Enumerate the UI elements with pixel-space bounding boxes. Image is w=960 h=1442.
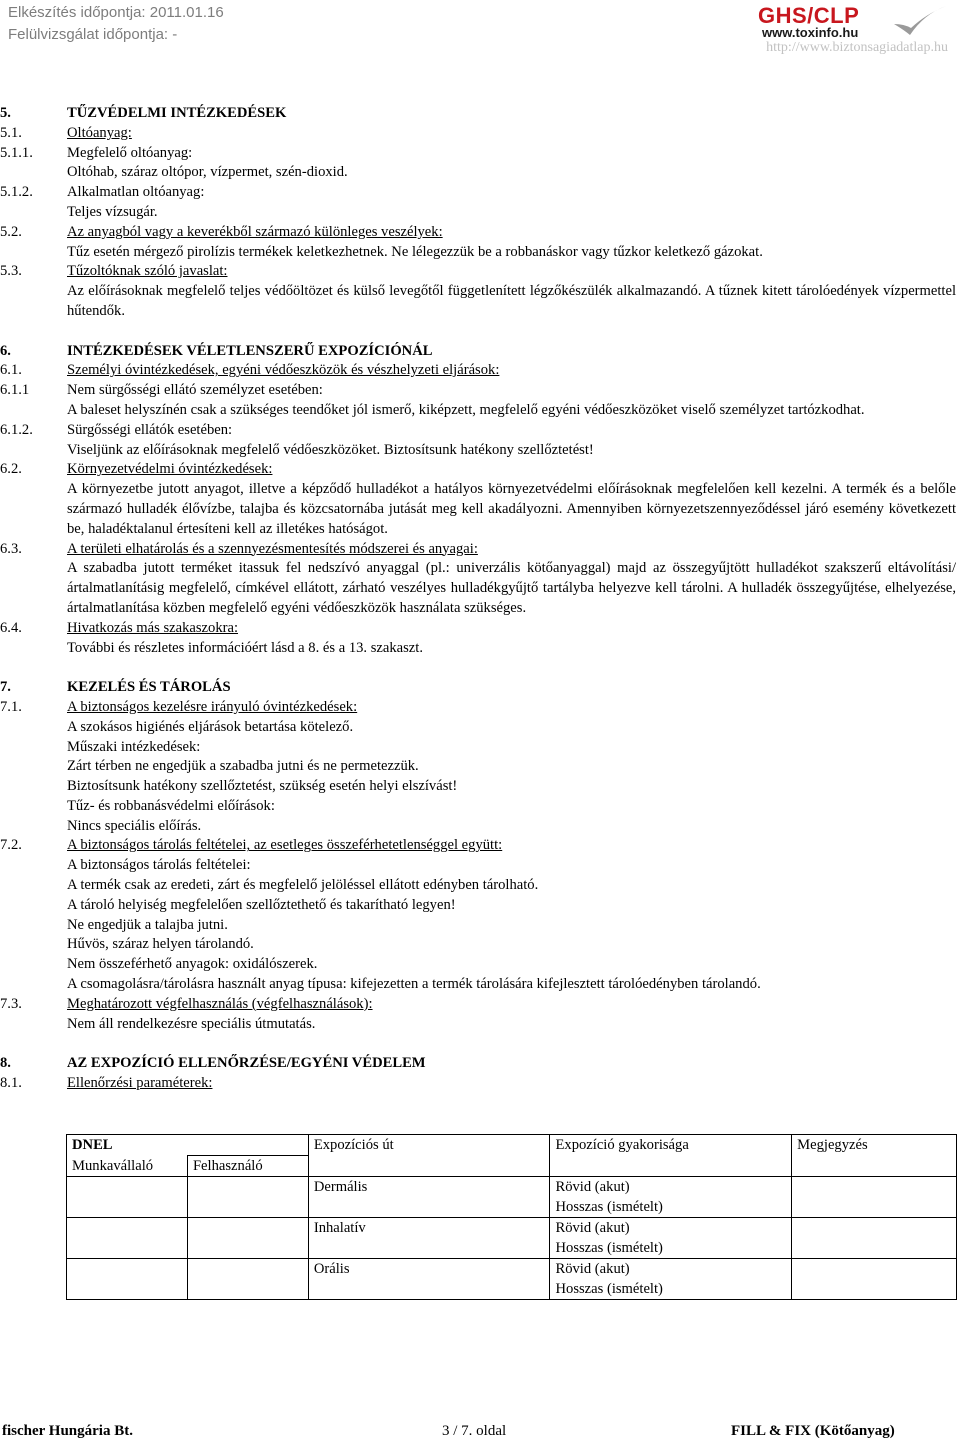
document-line [0, 480, 960, 539]
section-heading [0, 104, 960, 124]
document-line [0, 955, 960, 975]
section-number: 6.4. [0, 619, 22, 636]
line-text: Zárt térben ne engedjük a szabadba jutni és ne permetezzük. [67, 758, 419, 775]
document-line [0, 639, 960, 659]
line-text: Oltóhab, száraz oltópor, vízpermet, szén-dioxid. [67, 164, 348, 181]
frequency-long: Hosszas (ismételt) [555, 1281, 663, 1297]
document-line [0, 183, 960, 203]
frequency-cell [550, 1259, 792, 1300]
document-line [0, 738, 960, 758]
document-line [0, 817, 960, 837]
line-text: A szokásos higiénés eljárások betartása kötelező. [67, 718, 354, 735]
line-text: Nem sürgősségi ellátó személyzet esetében: [67, 382, 323, 399]
section-title: AZ EXPOZÍCIÓ ELLENŐRZÉSE/EGYÉNI VÉDELEM [67, 1055, 426, 1072]
route-cell: Dermális [308, 1177, 550, 1218]
table-cell [67, 1177, 188, 1218]
section-number: 5.3. [0, 263, 22, 280]
document-line [0, 876, 960, 896]
table-cell [187, 1177, 308, 1218]
document-line [0, 797, 960, 817]
document-line [0, 1074, 960, 1094]
document-line [0, 935, 960, 955]
document-line [0, 361, 960, 381]
subsection-title: Oltóanyag: [67, 124, 132, 141]
document-line [0, 777, 960, 797]
line-text: Viseljünk az előírásoknak megfelelő védőeszközöket. Biztosítsunk hatékony szellőztetést! [67, 441, 594, 458]
frequency-short: Rövid (akut) [555, 1220, 630, 1236]
dnel-header-cell [67, 1135, 309, 1156]
route-header-cell: Expozíciós út [308, 1135, 550, 1177]
line-text: Megfelelő oltóanyag: [67, 144, 193, 161]
footer-product: FILL & FIX (Kötőanyag) [731, 1423, 895, 1439]
line-text: Teljes vízsugár. [67, 203, 158, 220]
footer-page-number: 3 / 7. oldal [442, 1423, 507, 1439]
document-line [0, 460, 960, 480]
subsection-title: A területi elhatárolás és a szennyezésmentesítés módszerei és anyagai: [67, 540, 478, 557]
section-number: 6. [0, 342, 11, 359]
subsection-title: Hivatkozás más szakaszokra: [67, 619, 239, 636]
revised-date: Felülvizsgálat időpontja: - [8, 26, 178, 43]
line-text: Nincs speciális előírás. [67, 817, 202, 834]
frequency-long: Hosszas (ismételt) [555, 1240, 663, 1256]
frequency-short: Rövid (akut) [555, 1261, 630, 1277]
document-line [0, 144, 960, 164]
subsection-title: Tűzoltóknak szóló javaslat: [67, 263, 228, 280]
line-text: A csomagolásra/tárolásra használt anyag típusa: kifejezetten a termék tárolására kifejlesztett tárolóedényben tárolandó. [67, 976, 761, 993]
section-number: 7.1. [0, 698, 22, 715]
table-row [67, 1259, 957, 1300]
table-row [67, 1177, 957, 1218]
line-text: Biztosítsunk hatékony szellőztetést, szükség esetén helyi elszívást! [67, 778, 458, 795]
section-number: 7. [0, 679, 11, 696]
blank-line [0, 1034, 960, 1054]
dnel-table [66, 1134, 957, 1300]
document-line [0, 757, 960, 777]
subsection-title: Személyi óvintézkedések, egyéni védőeszközök és vészhelyzeti eljárások: [67, 362, 500, 379]
section-number: 5.1. [0, 124, 22, 141]
document-line [0, 282, 960, 322]
section-title: KEZELÉS ÉS TÁROLÁS [67, 679, 231, 696]
line-text: Tűz- és robbanásvédelmi előírások: [67, 797, 275, 814]
section-title: INTÉZKEDÉSEK VÉLETLENSZERŰ EXPOZÍCIÓNÁL [67, 342, 433, 359]
document-line [0, 916, 960, 936]
section-heading [0, 342, 960, 362]
document-line [0, 243, 960, 263]
document-line [0, 163, 960, 183]
subsection-title: A biztonságos tárolás feltételei, az esetleges összeférhetetlenséggel együtt: [67, 837, 503, 854]
line-text: Hűvös, száraz helyen tárolandó. [67, 936, 254, 953]
line-text: A termék csak az eredeti, zárt és megfelelő jelöléssel ellátott edényben tárolható. [67, 877, 539, 894]
page-footer [0, 1421, 960, 1442]
section-title: TŰZVÉDELMI INTÉZKEDÉSEK [67, 105, 287, 121]
subsection-title: Ellenőrzési paraméterek: [67, 1075, 213, 1092]
page-header [0, 0, 960, 62]
section-number: 8.1. [0, 1075, 22, 1092]
document-line [0, 995, 960, 1015]
document-line [0, 401, 960, 421]
table-cell [67, 1218, 188, 1259]
section-number: 6.3. [0, 540, 22, 557]
document-line [0, 619, 960, 639]
subsection-title: Az anyagból vagy a keverékből származó különleges veszélyek: [67, 223, 443, 240]
blank-line [0, 322, 960, 342]
line-text: A baleset helyszínén csak a szükséges teendőket jól ismerő, kiképzett, megfelelő egyéni védőeszközöket viselő személyzet tartózkodhat. [67, 401, 865, 418]
document-line [0, 223, 960, 243]
note-header-cell: Megjegyzés [792, 1135, 957, 1177]
section-number: 6.1.2. [0, 421, 33, 438]
frequency-cell [550, 1218, 792, 1259]
document-line [0, 718, 960, 738]
table-row [67, 1135, 957, 1156]
table-cell [187, 1259, 308, 1300]
document-line [0, 540, 960, 560]
section-number: 6.1.1 [0, 382, 30, 399]
line-text: A tároló helyiség megfelelően szellőztethető és takarítható legyen! [67, 896, 456, 913]
section-number: 5.1.1. [0, 144, 33, 161]
section-number: 6.1. [0, 362, 22, 379]
frequency-header-cell: Expozíció gyakorisága [550, 1135, 792, 1177]
section-heading [0, 1054, 960, 1074]
line-text: Az előírásoknak megfelelő teljes védőöltözet és külső levegőtől függetlenített légzőkészülék alkalmazandó. A tűznek kitett tárolóedények vízpermettel hűtendők. [67, 283, 956, 319]
frequency-short: Rövid (akut) [555, 1179, 630, 1195]
frequency-cell [550, 1177, 792, 1218]
section-number: 8. [0, 1055, 11, 1072]
section-heading [0, 678, 960, 698]
worker-header-cell: Munkavállaló [67, 1156, 188, 1177]
line-text: Ne engedjük a talajba jutni. [67, 916, 228, 933]
logo-site: www.toxinfo.hu [762, 25, 859, 40]
section-number: 7.3. [0, 995, 22, 1012]
header-url[interactable]: http://www.biztonsagiadatlap.hu [766, 40, 948, 55]
dnel-label: DNEL [72, 1137, 113, 1153]
line-text: Tűz esetén mérgező pirolízis termékek keletkezhetnek. Ne lélegezzük be a robbanáskor vagy tűzkor keletkező gázokat. [67, 243, 763, 260]
document-line [0, 856, 960, 876]
document-line [0, 836, 960, 856]
subsection-title: A biztonságos kezelésre irányuló óvintézkedések: [67, 698, 358, 715]
table-cell [187, 1218, 308, 1259]
logo-text: GHS/CLP [758, 3, 860, 28]
document-line [0, 896, 960, 916]
section-number: 7.2. [0, 837, 22, 854]
line-text: A biztonságos tárolás feltételei: [67, 857, 251, 874]
note-cell [792, 1218, 957, 1259]
table-cell [67, 1259, 188, 1300]
line-text: További és részletes információért lásd a 8. és a 13. szakaszt. [67, 639, 423, 656]
created-date: Elkészítés időpontja: 2011.01.16 [8, 4, 224, 21]
document-body [0, 104, 960, 1094]
section-number: 6.2. [0, 461, 22, 478]
section-number: 5. [0, 105, 11, 121]
header-dates [8, 2, 224, 46]
line-text: A szabadba jutott terméket itassuk fel nedszívó anyaggal (pl.: univerzális kötőanyaggal) majd az összegyűjtött hulladékot szakszerű eltávolítási/ártalmatlanításig megfelelő, címkével ellátott, zárható veszélyes hulladékgyűjtő tartályba helyezve kell tárolni. A hulladék összegyűjtése, elhelyezése, ártalmatlanítása közben megfelelő egyéni védőeszközök használata szükséges. [67, 560, 956, 616]
blank-line [0, 658, 960, 678]
document-line [0, 124, 960, 144]
subsection-title: Meghatározott végfelhasználás (végfelhasználások): [67, 995, 373, 1012]
line-text: A környezetbe jutott anyagot, illetve a képződő hulladékot a hatályos környezetvédelmi előírásoknak megfelelően kell kezelni. A termék és a belőle származó hulladék élővízbe, talajba és közcsatornába jutását meg kell akadályozni. Amennyiben környezetszennyeződéssel járó esemény következett be, haladéktalanul értesíteni kell az illetékes hatóságot. [67, 481, 956, 537]
frequency-long: Hosszas (ismételt) [555, 1199, 663, 1215]
line-text: Nem áll rendelkezésre speciális útmutatás. [67, 1015, 316, 1032]
route-cell: Inhalatív [308, 1218, 550, 1259]
document-line [0, 262, 960, 282]
document-line [0, 421, 960, 441]
ghs-clp-logo [758, 4, 948, 42]
footer-company: fischer Hungária Bt. [2, 1423, 133, 1439]
document-line [0, 559, 960, 618]
document-line [0, 203, 960, 223]
line-text: Műszaki intézkedések: [67, 738, 201, 755]
line-text: Sürgősségi ellátók esetében: [67, 421, 233, 438]
document-line [0, 441, 960, 461]
table-row [67, 1218, 957, 1259]
note-cell [792, 1259, 957, 1300]
document-line [0, 1015, 960, 1035]
route-cell: Orális [308, 1259, 550, 1300]
line-text: Nem összeférhető anyagok: oxidálószerek. [67, 956, 318, 973]
section-number: 5.2. [0, 223, 22, 240]
section-number: 5.1.2. [0, 184, 33, 201]
line-text: Alkalmatlan oltóanyag: [67, 184, 205, 201]
note-cell [792, 1177, 957, 1218]
document-line [0, 975, 960, 995]
checkmark-icon [890, 4, 948, 38]
subsection-title: Környezetvédelmi óvintézkedések: [67, 461, 273, 478]
document-line [0, 698, 960, 718]
document-line [0, 381, 960, 401]
user-header-cell: Felhasználó [187, 1156, 308, 1177]
